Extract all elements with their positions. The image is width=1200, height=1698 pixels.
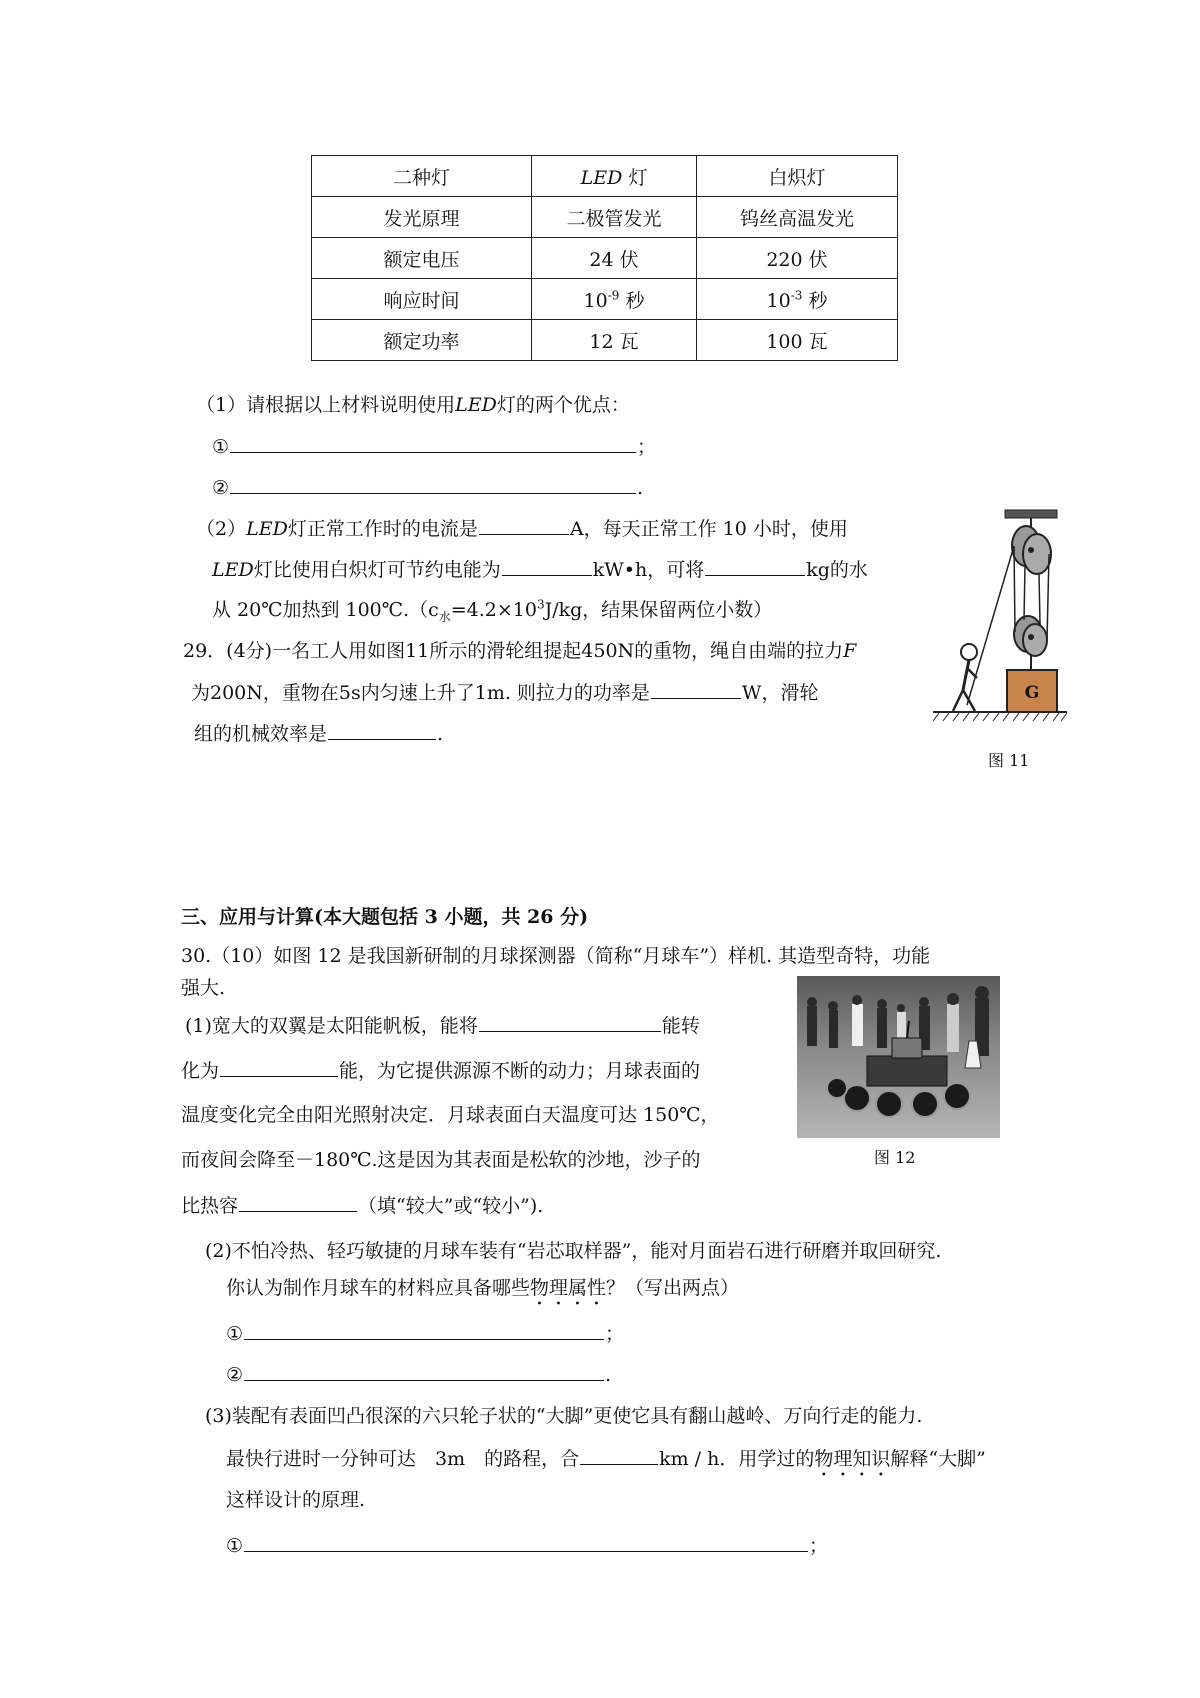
q28-part2-line-3 <box>212 597 772 623</box>
q30-answer-line-3 <box>226 1532 828 1559</box>
text: ； <box>637 436 657 458</box>
q29-line-2 <box>191 679 818 706</box>
answer-blank[interactable] <box>230 474 636 494</box>
text: 能，为它提供源源不断的动力；月球表面的 <box>339 1060 701 1082</box>
text: F <box>843 640 857 662</box>
text: ； <box>605 1323 625 1345</box>
figure-11-caption: 图 11 <box>988 751 1030 770</box>
q28-part2-line-1 <box>196 515 848 542</box>
q30-intro-line-1: 30.（10）如图 12 是我国新研制的月球探测器（简称“月球车”）样机. 其造型奇特，功能 <box>181 945 931 967</box>
text: 比热容 <box>181 1195 239 1217</box>
cell-text: 秒 <box>619 289 645 312</box>
text: 29．(4分)一名工人用如图11所示的滑轮组提起450N的重物，绳自由端的拉力 <box>183 640 844 662</box>
answer-blank[interactable] <box>479 515 569 535</box>
q30-part1-line-3: 温度变化完全由阳光照射决定．月球表面白天温度可达 150℃， <box>181 1104 720 1126</box>
table-cell <box>312 156 532 197</box>
cell-text: -3 <box>790 288 803 303</box>
circled-number: ① <box>212 436 230 458</box>
rope <box>1024 566 1025 620</box>
q30-part1-line-5 <box>181 1192 543 1219</box>
table-cell <box>697 156 898 197</box>
text: km / h．用学过的 <box>659 1448 815 1470</box>
table-cell: 220 伏 <box>697 238 898 279</box>
table-cell: 钨丝高温发光 <box>697 197 898 238</box>
section-3-title: 三、应用与计算(本大题包括 3 小题，共 26 分) <box>181 906 589 928</box>
ceiling-bar <box>1005 510 1057 518</box>
answer-blank[interactable] <box>220 1057 338 1077</box>
worker-arm <box>967 668 977 678</box>
text: LED <box>455 394 497 416</box>
circled-number: ② <box>212 477 230 499</box>
text: 解释“大脚” <box>890 1448 986 1470</box>
text: W，滑轮 <box>741 682 819 704</box>
q30-intro-line-2: 强大. <box>181 977 226 999</box>
table-cell <box>532 279 697 320</box>
emphasized-text: 物理属性 <box>530 1277 607 1299</box>
table-cell: 12 瓦 <box>532 320 697 361</box>
text: 3 <box>536 597 545 612</box>
text: 组的机械效率是 <box>194 723 328 745</box>
answer-blank[interactable] <box>651 679 741 699</box>
table-cell: 发光原理 <box>312 197 532 238</box>
axle <box>1028 634 1034 640</box>
answer-blank[interactable] <box>328 720 436 740</box>
text: LED <box>246 518 288 540</box>
figure-12-caption: 图 12 <box>874 1148 916 1167</box>
pulley-figure <box>925 500 1075 745</box>
answer-blank[interactable] <box>244 1361 604 1381</box>
table-cell: 二极管发光 <box>532 197 697 238</box>
q30-answer-line-1 <box>226 1320 624 1347</box>
cell-text: 10 <box>583 289 608 312</box>
q30-part1-line-4: 而夜间会降至－180℃.这是因为其表面是松软的沙地，沙子的 <box>181 1149 701 1171</box>
cell-text: 二种灯 <box>392 166 450 189</box>
cell-text: 10 <box>766 289 791 312</box>
text: ； <box>809 1535 829 1557</box>
text: （填“较大”或“较小”). <box>358 1195 544 1217</box>
ground-hatching <box>933 713 1067 721</box>
text: 从 20℃加热到 100℃.（c <box>212 599 439 621</box>
text: （1）请根据以上材料说明使用 <box>196 394 456 416</box>
text: （2） <box>196 518 247 540</box>
q30-part1-line-2 <box>181 1057 700 1084</box>
text: 水 <box>438 609 451 624</box>
text: (1)宽大的双翼是太阳能帆板，能将 <box>185 1015 478 1037</box>
circled-number: ② <box>226 1364 244 1386</box>
cell-text: 秒 <box>802 289 828 312</box>
table-row <box>312 156 898 197</box>
cell-text: 白炽灯 <box>768 166 826 189</box>
table-row <box>312 279 898 320</box>
circled-number: ① <box>226 1323 244 1345</box>
text: J/kg，结果保留两位小数） <box>544 599 773 621</box>
table-cell: 额定功率 <box>312 320 532 361</box>
cell-text: -9 <box>607 288 620 303</box>
answer-blank[interactable] <box>502 556 592 576</box>
text: 为200N，重物在5s内匀速上升了1m. 则拉力的功率是 <box>191 682 650 704</box>
weight-label: G <box>1024 683 1040 703</box>
movable-pulley-icon <box>1023 624 1047 656</box>
text: . <box>605 1364 612 1386</box>
text: kW•h，可将 <box>592 559 705 581</box>
text: . <box>437 723 444 745</box>
q30-part3-line-3: 这样设计的原理. <box>226 1489 366 1511</box>
text: =4.2×10 <box>450 599 537 621</box>
axle <box>1028 547 1034 553</box>
q30-part2-line-1: (2)不怕冷热、轻巧敏捷的月球车装有“岩芯取样器”，能对月面岩石进行研磨并取回研究. <box>205 1240 942 1262</box>
worker-head-icon <box>961 644 977 660</box>
table-cell: 响应时间 <box>312 279 532 320</box>
text: . <box>637 477 644 499</box>
answer-blank[interactable] <box>479 1012 661 1032</box>
answer-blank[interactable] <box>239 1192 357 1212</box>
cell-text: LED <box>580 166 623 189</box>
table-cell <box>697 279 898 320</box>
text: kg的水 <box>806 559 868 581</box>
text: 灯的两个优点： <box>496 394 630 416</box>
q30-part1-line-1 <box>185 1012 700 1039</box>
rope <box>1039 574 1040 624</box>
text: A，每天正常工作 10 小时，使用 <box>569 518 848 540</box>
fixed-pulley-icon <box>1023 534 1051 574</box>
q28-part1-prompt <box>196 392 630 418</box>
table-row <box>312 197 898 238</box>
moon-rover-photo <box>797 976 1000 1138</box>
text: 能转 <box>661 1015 700 1037</box>
q30-part3-line-1: (3)装配有表面凹凸很深的六只轮子状的“大脚”更使它具有翻山越岭、万向行走的能力. <box>205 1405 923 1427</box>
answer-blank[interactable] <box>244 1532 808 1552</box>
worker-leg <box>953 690 963 711</box>
q29-line-1 <box>183 638 856 664</box>
answer-blank[interactable] <box>705 556 805 576</box>
text: 你认为制作月球车的材料应具备哪些 <box>226 1277 531 1299</box>
worker-leg <box>963 690 975 711</box>
rope <box>1014 546 1015 632</box>
table-row <box>312 320 898 361</box>
q28-answer-line-1 <box>212 433 656 460</box>
text: ？（写出两点） <box>606 1277 740 1299</box>
answer-blank[interactable] <box>230 433 636 453</box>
q30-part2-line-2 <box>226 1275 739 1310</box>
text: 灯正常工作时的电流是 <box>287 518 478 540</box>
q30-part3-line-2 <box>226 1445 986 1481</box>
emphasized-text: 物理知识 <box>814 1448 891 1470</box>
answer-blank[interactable] <box>244 1320 604 1340</box>
q30-answer-line-2 <box>226 1361 611 1388</box>
q28-answer-line-2 <box>212 474 643 501</box>
q28-part2-line-2 <box>212 556 868 583</box>
table-row <box>312 238 898 279</box>
q29-line-3 <box>194 720 443 747</box>
cell-text: 灯 <box>628 166 648 189</box>
table-cell: 100 瓦 <box>697 320 898 361</box>
table-cell: 额定电压 <box>312 238 532 279</box>
worker-body <box>963 660 969 690</box>
text: LED <box>212 559 254 581</box>
text: 最快行进时一分钟可达 3m 的路程，合 <box>226 1448 580 1470</box>
text: 化为 <box>181 1060 220 1082</box>
answer-blank[interactable] <box>580 1445 658 1465</box>
circled-number: ① <box>226 1535 244 1557</box>
text: 灯比使用白炽灯可节约电能为 <box>253 559 501 581</box>
table-cell <box>532 156 697 197</box>
table-cell: 24 伏 <box>532 238 697 279</box>
lamp-comparison-table <box>311 155 898 361</box>
